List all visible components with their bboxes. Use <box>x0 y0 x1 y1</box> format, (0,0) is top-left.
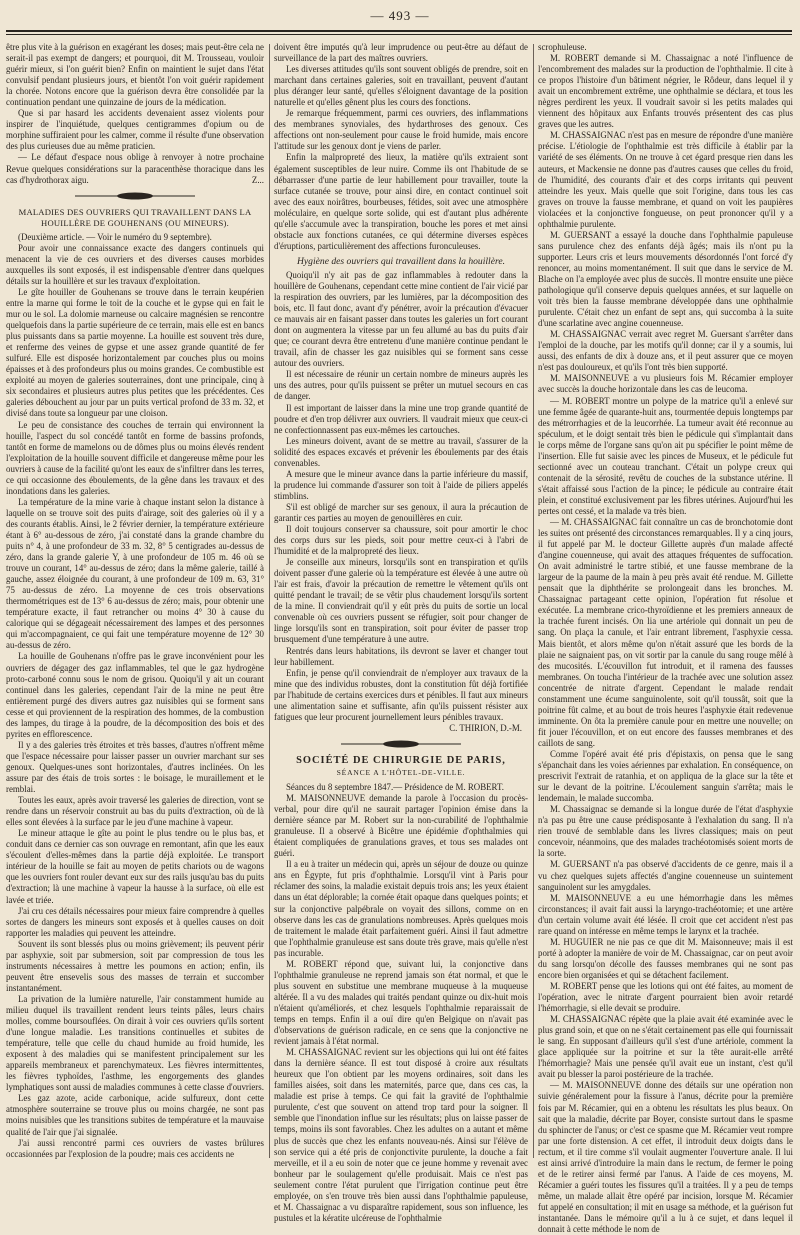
paragraph: M. MAISONNEUVE a eu une hémorrhagie dans les mêmes circonstances; il avait fait aussi la laryngo-trachéotomie; et une artère d'un certain volume avait été lésée. Il croit que cet accident n'est pas rare quand on intéresse en même temps le larynx et la trachée. <box>538 892 793 936</box>
paragraph: Quoiqu'il n'y ait pas de gaz inflammables à redouter dans la houillère de Gouhenans, cependant cette mine contient de l'air vicié par la respiration des ouvriers, par les lumières, par la décomposition des bois, etc. Il faut donc, avant d'y pénétrer, avoir la précaution d'évacuer ce mauvais air en faisant passer dans toutes les galeries un fort courant dont on augmentera la vitesse par un feu allumé au bas du puits d'air que; ce courant devra être entretenu d'une manière continue pendant le travail, afin de chasser les gaz nuisibles qui se forment sans cesse autour des ouvriers. <box>274 269 528 369</box>
ornament-divider <box>341 740 461 748</box>
paragraph: S'il est obligé de marcher sur ses genoux, il aura la précaution de garantir ces parties au moyen de genouillères en cuir. <box>274 501 528 523</box>
paragraph: Il doit toujours conserver sa chaussure, soit pour amortir le choc des corps durs sur les pieds, soit pour mettre ceux-ci à l'abri de l'humidité et de la malpropreté des lieux. <box>274 524 528 557</box>
paragraph: Il y a des galeries très étroites et très basses, d'autres n'offrent même que l'espace nécessaire pour laisser passer un ouvrier marchant sur ses genoux. Quelques-unes sont horizontales, d'autres inclinées. On les assure par des étais de trois sortes : le boisage, le muraillement et le remblai. <box>6 739 264 795</box>
paragraph: M. GUERSANT a essayé la douche dans l'ophthalmie papuleuse sans purulence chez des enfants déjà âgés; mais ils n'ont pu la supporter. Leurs cris et leurs mouvements désordonnés l'ont forcé d'y renoncer, au moins momentanément. Il suit que dans le service de M. Blache on l'a employée avec plus de succès. Il montre ensuite une pièce pathologique qu'il conserve depuis quelques années, et sur laquelle on voit très bien la fausse membrane développée dans une ophthalmie purulente. C'était chez un enfant de sept ans, qui succomba à la suite d'une scarlatine avec angine couenneuse. <box>538 229 793 329</box>
column-middle <box>274 42 528 1223</box>
column-right <box>538 42 793 1235</box>
paragraph: La privation de la lumière naturelle, l'air constamment humide au milieu duquel ils travaillent rendent leurs teints pâles, leurs chairs molles, comme boursouflées. On dirait à voir ces ouvriers qu'ils sortent d'une longue maladie. Les transitions continuelles et subites de température, telle que celle du chaud humide au froid humide, les exposent à des maladies qui se manifestent principalement sur les appareils membraneux et parenchymateux. Les fièvres intermittentes, les fièvres typhoïdes, l'asthme, les engorgements des glandes lymphatiques sont aussi de maladies communes à cette classe d'ouvriers. <box>6 993 264 1093</box>
paragraph: — M. MAISONNEUVE donne des détails sur une opération non suivie généralement pour la fissure à l'anus, décrite pour la première fois par M. Récamier, qui en a obtenu les résultats les plus beaux. On sait que la maladie, décrite par Boyer, consiste surtout dans le spasme du sphincter de l'anus; or c'est ce spasme que M. Récamier veut rompre par une forte distension. A cet effet, il introduit deux doigts dans le rectum, et il tire comme s'il voulait augmenter l'ouverture anale. Il lui est ainsi arrivé d'introduire la main dans le rectum, de fermer le poing et de le retirer ainsi fermé par l'anus. A l'aide de ces moyens, M. Récamier a guéri toutes les fissures qu'il a traitées. Il y a peu de temps même, un malade allait être opéré par incision, lorsque M. Récamier fut appelé en consultation; il mit en usage sa méthode, et la guérison fut instantanée. Dans le mémoire qu'il a lu à ce sujet, et dans lequel il donnait à cette méthode le nom de <box>538 1080 793 1235</box>
column-left <box>6 42 264 1160</box>
paragraph: Il est nécessaire de réunir un certain nombre de mineurs auprès les uns des autres, pour qu'ils puissent se prêter un mutuel secours en cas de danger. <box>274 369 528 402</box>
paragraph: Enfin, je pense qu'il conviendrait de n'employer aux travaux de la mine que des individus robustes, dont la constitution fût déjà fortifiée par l'habitude de certains exercices durs et pénibles. Il faut aux mineurs une alimentation saine et suffisante, afin qu'ils puissent résister aux fatigues que leur procurent journellement leurs pénibles travaux. <box>274 667 528 722</box>
paragraph: M. ROBERT pense que les lotions qui ont été faites, au moment de l'opération, avec le nitrate d'argent pourraient bien avoir retardé l'hémorrhagie, si elle devait se produire. <box>538 980 793 1014</box>
signature: C. THIRION, D.-M. <box>449 722 522 733</box>
page-number: — 493 — <box>370 8 430 23</box>
paragraph: Toutes les eaux, après avoir traversé les galeries de direction, vont se rendre dans un réservoir construit au bas du puits d'extraction, où de là elles sont élevées à la surface par le jeu d'une machine à vapeur. <box>6 795 264 828</box>
header-rule <box>6 30 792 32</box>
paragraph: M. CHASSAIGNAC verrait avec regret M. Guersant s'arrêter dans l'emploi de la douche, par les motifs qu'il donne; car il y a soumis, lui aussi, des enfants de dix à douze ans, et il peut assurer que ce moyen n'est pas douloureux, et qu'ils l'ont très bien supporté. <box>538 329 793 373</box>
paragraph: Je remarque fréquemment, parmi ces ouvriers, des inflammations des membranes synoviales, des hydarthroses des genoux. Ces affections ont non-seulement pour cause le froid humide, mais encore l'attitude sur les genoux dont je viens de parler. <box>274 108 528 152</box>
paragraph: M. Chassaignac se demande si la longue durée de l'état d'asphyxie n'a pas pu être une cause prédisposante à l'exhalation du sang. Il n'a rien trouvé de semblable dans les livres classiques; mais on peut concevoir, néanmoins, que des malades trachéotomisés soient morts de la sorte. <box>538 804 793 859</box>
paragraph: La houille de Gouhenans n'offre pas le grave inconvénient pour les ouvriers de dégager des gaz inflammables, tel que le gaz hydrogène proto-carboné connu sous le nom de grisou. Quoiqu'il y ait un courant continuel dans les galeries, cependant l'air de la mine ne peut être entièrement purgé des divers autres gaz nuisibles qui se forment sans cesse et qui proviennent de la respiration des hommes, de la combustion des lampes, du tirage à la poudre, de la décomposition des bois et des pyrites en efflorescence. <box>6 651 264 739</box>
paragraph-text: — Le défaut d'espace nous oblige à renvoyer à notre prochaine Revue quelques considérations sur la paracenthèse thoracique dans les cas d'hydrothorax aigu. <box>6 152 264 185</box>
paragraph: M. ROBERT demande si M. Chassaignac a noté l'influence de l'encombrement des malades sur la production de l'ophthalmie. Il cite à ce propos l'histoire d'un bâtiment négrier, le Rôdeur, dans lequel il y avait un encombrement extrême, une ophthalmie se déclara, et tous les nègres perdirent les yeux. Il voudrait savoir si les petits malades qui viennent des hôpitaux aux Enfants trouvés présentent des cas plus graves que les autres. <box>538 53 793 130</box>
paragraph: A mesure que le mineur avance dans la partie inférieure du massif, la prudence lui commande d'assurer son toit à l'aide de piliers appelés stimblins. <box>274 468 528 501</box>
paragraph: Pour avoir une connaissance exacte des dangers continuels qui menacent la vie de ces ouvriers et des diverses causes morbides auxquelles ils sont exposés, il est indispensable d'entrer dans quelques détails sur la houillère et sur les travaux d'exploitation. <box>6 242 264 286</box>
paragraph: scrophuleuse. <box>538 42 587 52</box>
paragraph: être plus vite à la guérison en exagérant les doses; mais peut-être cela ne serait-il pas exempt de dangers; et pourquoi, dit M. Trousseau, vouloir guérir mieux, si l'on guérit bien? Enfin on maintient le sujet dans l'état convulsif pendant plusieurs jours, et bientôt l'on voit guérir rapidement la chorée. Notons encore que la guérison devra être consolidée par la continuation pendant une quinzaine de jours de la médication. <box>6 42 264 108</box>
paragraph: M. MAISONNEUVE demande la parole à l'occasion du procès-verbal, pour dire qu'il ne saurait partager l'opinion émise dans la dernière séance par M. Robert sur la non-curabilité de l'ophthalmie granuleuse. Il a observé à Bicêtre une épidémie d'ophthalmies qui étaient compliquées de granulations graves, et tous ses malades ont guéri. <box>274 793 528 859</box>
paragraph: Je conseille aux mineurs, lorsqu'ils sont en transpiration et qu'ils doivent passer d'une galerie où la température est élevée à une autre où l'air est frais, d'avoir la précaution de remettre le vêtement qu'ils ont quitté pendant le travail; de se vêtir plus chaudement lorsqu'ils sortent de la mine. Il conviendrait qu'il y eût près du puits de sortie un local convenable où ces ouvriers pussent se réfugier, soit pour changer de linge lorsqu'ils sont en transpiration, soit pour éviter de passer trop brusquement d'une température à une autre. <box>274 557 528 645</box>
paragraph: M. ROBERT répond que, suivant lui, la conjonctive dans l'ophthalmie granuleuse ne reprend jamais son état normal, et que le plus souvent en substitue une membrane muqueuse à la muqueuse altérée. Il a vu des malades qui traités pendant quinze ou dix-huit mois n'étaient qu'améliorés, et chez lesquels l'ophthalmie reparaissait de temps en temps. Enfin il a ouï dire qu'en Belgique on n'avait pas d'observations de guérison radicale, en ce sens que la conjonctive ne revient jamais à l'état normal. <box>274 958 528 1047</box>
paragraph: M. GUERSANT n'a pas observé d'accidents de ce genre, mais il a vu chez quelques sujets affectés d'angine couenneuse un suintement sanguinolent sur les amygdales. <box>538 859 793 892</box>
signature: Z... <box>251 174 264 185</box>
paragraph: Les gaz azote, acide carbonique, acide sulfureux, dont cette atmosphère souterraine se trouve plus ou moins chargée, ne sont pas moins nuisibles que les transitions subites de température et la mauvaise qualité de l'air que j'ai signalée. <box>6 1093 264 1137</box>
paragraph: — M. CHASSAIGNAC fait connaître un cas de bronchotomie dont les suites ont présenté des circonstances remarquables. Il y a cinq jours, il fut appelé par M. le docteur Gillette auprès d'un malade affecté d'angine couenneuse, qui avait des attaques fréquentes de suffocation. On avait administré le tartre stibié, et une fausse membrane de la largeur de la paume de la main à peu près avait été rendue. M. Gillette pensait que la diphthérite se prolongeait dans les bronches. M. Chassaignac partageant cette opinion, l'opération fut résolue et exécutée. La membrane crico-thyroïdienne et les premiers anneaux de la trachée furent incisés. On lia une artériole qui donnait un peu de sang. On plaça la canule, et l'air entrant librement, l'asphyxie cessa. Mais bientôt, et alors même qu'on n'était assuré que les bords de la plaie ne saignaient pas, on vit sortir par la canule du sang rouge mêlé à des mucosités. L'écouvillon fut introduit, et il ramena des fausses membranes. On toucha l'intérieur de la trachée avec une solution assez concentrée de nitrate d'argent. Cependant le malade rendait constamment une écume sanguinolente, soit qu'il toussât, soit que la poitrine fût calme, et au bout de trois heures l'asphyxie était redevenue imminente. On ôta la première canule pour en mettre une nouvelle; on fit jouer l'écouvillon, et on eut encore des fausses membranes et des caillots de sang. <box>538 517 793 748</box>
paragraph: J'ai aussi rencontré parmi ces ouvriers de vastes brûlures occasionnées par l'explosion de la poudre; mais ces accidents ne <box>6 1137 264 1159</box>
paragraph: doivent être imputés qu'à leur imprudence ou peut-être au défaut de surveillance de la part des maîtres ouvriers. <box>274 42 528 64</box>
paragraph <box>6 152 264 185</box>
section-heading: Hygiène des ouvriers qui travaillent dans la houillère. <box>296 255 505 267</box>
paragraph: Les diverses attitudes qu'ils sont souvent obligés de prendre, soit en marchant dans certaines galeries, soit en travaillant, peuvent d'autant plus déranger leur santé, qu'elles s'éloignent davantage de la position naturelle et qu'elles gênent plus les cours des fonctions. <box>274 64 528 108</box>
section-heading: MALADIES DES OUVRIERS QUI TRAVAILLENT DANS LA HOUILLÈRE DE GOUHENANS (OU MINEURS). <box>18 206 252 228</box>
paragraph: Le gîte houiller de Gouhenans se trouve dans le terrain keupérien entre la marne qui forme le toit de la couche et le gypse qui en fait le mur ou le sol. La dolomie marneuse ou calcaire magnésien se rencontre quelquefois dans la partie supérieure de ce terrain, mais elle est en bancs plus puissants dans sa partie moyenne. La houille est souvent très dure, et renferme des veines de gypse et une assez grande quantité de fer sulfuré. Elle est disposée horizontalement par couches plus ou moins épaisses et à des profondeurs plus ou moins grandes. Ce combustible est exploité au moyen de galeries souterraines, dont une principale, cinq à six secondaires et plusieurs autres plus petites que les précédentes. Ces galeries débouchent au jour par un puits vertical profond de 33 m. 32, et divisé dans toute sa longueur par une cloison. <box>6 286 264 419</box>
paragraph: M. HUGUIER ne nie pas ce que dit M. Maisonneuve; mais il est porté à adopter la manière de voir de M. Chassaignac, car on peut avoir du sang lorsqu'on décolle des fausses membranes qui ne sont pas encore bien organisées et qui se détachent facilement. <box>538 936 793 980</box>
paragraph: Il a eu à traiter un médecin qui, après un séjour de douze ou quinze ans en Égypte, fut pris d'ophthalmie. Lorsqu'il vint à Paris pour réclamer des soins, la maladie existait depuis trois ans; les yeux étaient dans un état déplorable; la cornée était opaque dans quelques points; et sur la conjonctive palpébrale on voyait des sillons, comme on en observe dans les cas de granulations nombreuses. Après quelques mois de traitement le malade était parfaitement guéri. Ainsi il faut admettre que l'ophthalmie granuleuse est sans doute très grave, mais qu'elle n'est pas incurable. <box>274 859 528 958</box>
paragraph: M. CHASSAIGNAC répète que la plaie avait été examinée avec le plus grand soin, et que on ne s'était certainement pas elle qui fournissait le sang. En supposant d'ailleurs qu'il s'est d'une artériole, comment la glace appliquée sur la poitrine et sur la tête aurait-elle arrêté l'hémorrhagie? Mais une pensée qu'il avait eue un instant, c'est qu'il avait pu blesser la paroi postérieure de la trachée. <box>538 1014 793 1080</box>
header-rule-thin <box>6 34 792 35</box>
society-subtitle: SÉANCE A L'HÔTEL-DE-VILLE. <box>336 767 466 777</box>
paragraph: M. MAISONNEUVE a vu plusieurs fois M. Récamier employer avec succès la douche horizontale dans les cas de leucoma. <box>538 373 793 395</box>
column-separator <box>269 44 270 1158</box>
paragraph: La température de la mine varie à chaque instant selon la distance à laquelle on se trouve soit des puits d'airage, soit des galeries où il y a des courants établis. Ainsi, le 2 février dernier, la température extérieure étant à 6° au-dessous de zéro, j'ai constaté dans la grande chambre du puits n° 4, à une profondeur de 33 m. 32, 8° 5 centigrades au-dessus de zéro, dans la grande galerie Y, à une profondeur de 105 m. 46 où se trouve un courant, 14° au-dessus de zéro; dans la même galerie, taillé à gauche, assez éloignée du courant, à une profondeur de 109 m. 63, 31° 75 au-dessus de zéro. La moyenne de ces trois observations thermométriques est de 13° 6 au-dessus de zéro; mais, pour obtenir une température exacte, il faut retrancher ou moins 4° 30 à cause du calorique qui se dégageait nécessairement des lampes et des personnes qui m'accompagnaient, ce qui fait une température moyenne de 12° 30 au-dessus de zéro. <box>6 496 264 651</box>
subheading: (Deuxième article. — Voir le numéro du 9 septembre). <box>18 231 212 242</box>
paragraph: Les mineurs doivent, avant de se mettre au travail, s'assurer de la solidité des espaces excavés et prévenir les éboulements par des étais convenables. <box>274 435 528 468</box>
paragraph: Enfin la malpropreté des lieux, la matière qu'ils extraient sont également susceptibles de leur nuire. Comme ils ont l'habitude de se débarrasser d'une partie de leur habillement pour travailler, toute la surface cutanée se trouve, pour ainsi dire, en contact continuel soit avec des eaux noirâtres, bourbeuses, fétides, soit avec une atmosphère moléculaire, en quelque sorte solide, qui est d'autant plus adhérente qu'elle s'accumule avec la transpiration, bouche les pores et met ainsi obstacle aux fonctions cutanées, ce qui détermine diverses espèces d'éruptions, particulièrement des affections furonculeuses. <box>274 152 528 251</box>
ornament-divider <box>75 192 195 200</box>
paragraph: — M. ROBERT montre un polype de la matrice qu'il a enlevé sur une femme âgée de quarante-huit ans, tourmentée depuis longtemps par des métrorrhagies et de la leucorrhée. La tumeur avait été reconnue au spéculum, et le doigt sentait très bien le pédicule qui s'implantait dans le corps même de l'organe sans qu'on ait pu spécifier le point même de l'insertion. Elle fut saisie avec les pinces de Museux, et le pédicule fut sectionné avec un couteau tranchant. C'était un polype creux qui contenait de la sérosité, revêtu de couches de la substance utérine. Il s'était affaissé sous l'action de la pince; le pédicule au contraire était plein, et constitué exclusivement par les fibres utérines. Aujourd'hui les pertes ont cessé, et la malade va très bien. <box>538 395 793 516</box>
column-separator <box>533 44 534 1158</box>
paragraph: J'ai cru ces détails nécessaires pour mieux faire comprendre à quelles sortes de dangers les mineurs sont exposés et à quelles causes on doit rapporter les maladies qui peuvent les atteindre. <box>6 905 264 938</box>
society-title: SOCIÉTÉ DE CHIRURGIE DE PARIS, <box>296 754 506 766</box>
paragraph: Le mineur attaque le gîte au point le plus tendre ou le plus bas, et conduit dans ce dernier cas son ouvrage en remontant, afin que les eaux s'écoulent d'elles-mêmes dans la partie déjà exploitée. Le transport intérieur de la houille se fait au moyen de petits chariots ou de wagons que les ouvriers font rouler devant eux sur des rails jusqu'au bas du puits d'extraction; là une machine à vapeur la hausse à la surface, où elle est lavée et triée. <box>6 828 264 905</box>
paragraph: M. CHASSAIGNAC n'est pas en mesure de répondre d'une manière précise. L'étiologie de l'ophthalmie est très difficile à établir par la variété de ses éléments. On ne trouve à cet égard presque rien dans les auteurs, et Mackensie ne donne pas d'autres causes que celles du froid, de l'humidité, des courants d'air et des corps irritants qui peuvent atteindre les yeux. Mais quelle que soit l'origine, dans tous les cas graves on trouve la fausse membrane, et quand on voit les paupières violacées et la conjonctive fongueuse, on peut prononcer qu'il y a ophthalmie purulente. <box>538 130 793 229</box>
paragraph: Le peu de consistance des couches de terrain qui environnent la houille, l'aspect du sol concédé tantôt en forme de bassins profonds, tantôt en forme de mamelons ou de dômes plus ou moins élevés rendent l'exploitation de la houille souvent difficile et dangereuse même pour les ouvriers à cause de la facilité qu'ont les eaux de s'infiltrer dans les terres, ce qui occasionne des éboulements, de la gêne dans les travaux et des inondations dans les galeries. <box>6 419 265 496</box>
paragraph: Souvent ils sont blessés plus ou moins grièvement; ils peuvent périr par asphyxie, soit par submersion, soit par compression de tous les instruments nécessaires à mettre les poumons en action; enfin, ils peuvent être ensevelis sous des masses de terrain et succomber instantanément. <box>6 938 264 993</box>
paragraph: M. CHASSAIGNAC revient sur les objections qui lui ont été faites dans la dernière séance. Il est tout disposé à croire aux résultats heureux que l'on obtient par les moyens ordinaires, soit dans les familles aisées, soit dans les maternités, parce que, dans ces cas, la maladie est prise à temps. Ce qui fait la gravité de l'ophthalmie purulente, c'est que souvent on attend trop tard pour la soigner. Il semble que l'inondation influe sur les résultats; plus on laisse passer de temps, moins ils sont favorables. Chez les adultes on a autant et même plus de succès que chez les enfants nouveau-nés. Ainsi sur l'élève de son service qui a été pris de conjonctivite purulente, la douche a fait merveille, et il a eu soin de noter que ce jeune homme y revenait avec bonheur par le soulagement qu'elle produisait. Mais ce n'est pas seulement contre l'état purulent que l'irrigation continue peut être employée, on s'en trouve très bien aussi dans l'ophthalmie papuleuse, et M. Chassaignac a vu disparaître rapidement, sous son influence, les pustules et la kératite ulcéreuse de l'ophthalmie <box>274 1047 528 1223</box>
paragraph: Rentrés dans leurs habitations, ils devront se laver et changer tout leur habillement. <box>274 645 528 667</box>
session-line: Séances du 8 septembre 1847.— Présidence de M. ROBERT. <box>286 782 504 792</box>
paragraph: Que si par hasard les accidents devenaient assez violents pour inspirer de l'inquiétude, quelques centigrammes d'opium ou de morphine suffiraient pour les calmer, comme il résulte d'une observation des plus curieuses due au même praticien. <box>6 108 264 152</box>
paragraph: Comme l'opéré avait été pris d'épistaxis, on pensa que le sang s'épanchait dans les voies aériennes par exhalation. En conséquence, on prescrivit l'extrait de ratanhia, et on appliqua de la glace sur la tête et sur le devant de la poitrine. L'écoulement sanguin s'arrêta; mais le lendemain, le malade succomba. <box>538 749 793 804</box>
paragraph: Il est important de laisser dans la mine une trop grande quantité de poudre et d'en trop délivrer aux ouvriers. Il vaudrait mieux que ceux-ci ne confectionnassent pas eux-mêmes les cartouches. <box>274 402 528 435</box>
